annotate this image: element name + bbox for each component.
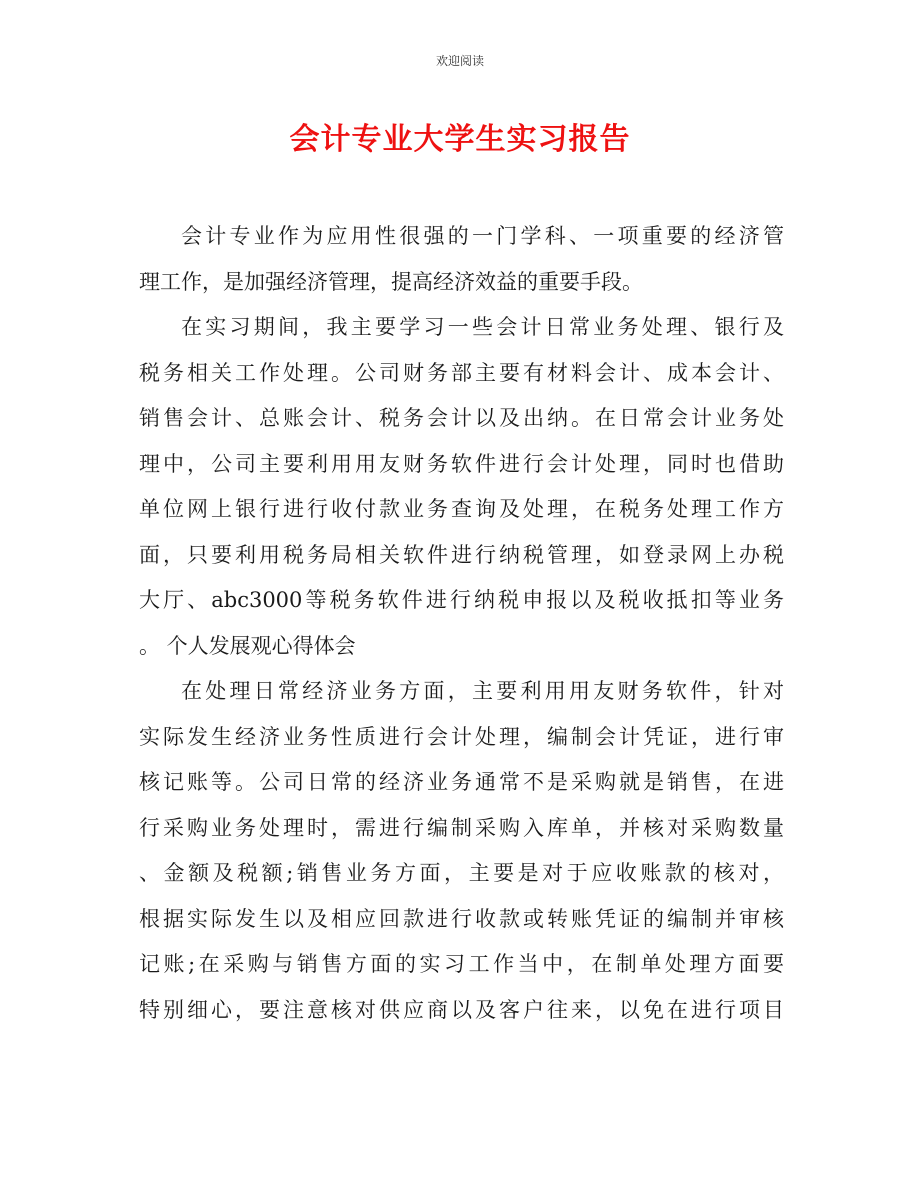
page-header: 欢迎阅读 <box>435 54 484 68</box>
paragraph-line: 。 个人发展观心得体会 <box>139 633 356 658</box>
paragraph-line: 大厅、abc3000等税务软件进行纳税申报以及税收抵扣等业务 <box>139 588 784 612</box>
paragraph-line: 面，只要利用税务局相关软件进行纳税管理，如登录网上办税 <box>139 542 784 567</box>
document-body <box>139 214 784 1033</box>
paragraph-line: 、金额及税额;销售业务方面，主要是对于应收账款的核对， <box>139 861 784 885</box>
document-title: 会计专业大学生实习报告 <box>289 122 631 157</box>
paragraph-line: 销售会计、总账会计、税务会计以及出纳。在日常会计业务处 <box>139 406 784 430</box>
paragraph-line: 会计专业作为应用性很强的一门学科、一项重要的经济管 <box>181 224 784 248</box>
paragraph-line: 记账;在采购与销售方面的实习工作当中，在制单处理方面要 <box>139 952 784 976</box>
paragraph-line: 在处理日常经济业务方面，主要利用用友财务软件，针对 <box>181 679 784 703</box>
paragraph-line: 理工作，是加强经济管理，提高经济效益的重要手段。 <box>139 269 643 294</box>
paragraph-line: 行采购业务处理时，需进行编制采购入库单，并核对采购数量 <box>139 815 784 840</box>
paragraph-line: 税务相关工作处理。公司财务部主要有材料会计、成本会计、 <box>139 360 784 385</box>
paragraph-line: 实际发生经济业务性质进行会计处理，编制会计凭证，进行审 <box>139 724 784 749</box>
paragraph-line: 理中，公司主要利用用友财务软件进行会计处理，同时也借助 <box>139 451 784 476</box>
paragraph-line: 根据实际发生以及相应回款进行收款或转账凭证的编制并审核 <box>139 906 784 931</box>
paragraph-line: 单位网上银行进行收付款业务查询及处理，在税务处理工作方 <box>139 497 784 521</box>
paragraph-line: 在实习期间，我主要学习一些会计日常业务处理、银行及 <box>181 315 784 339</box>
paragraph-line: 特别细心，要注意核对供应商以及客户往来，以免在进行项目 <box>139 997 784 1022</box>
paragraph-line: 核记账等。公司日常的经济业务通常不是采购就是销售，在进 <box>139 770 784 794</box>
